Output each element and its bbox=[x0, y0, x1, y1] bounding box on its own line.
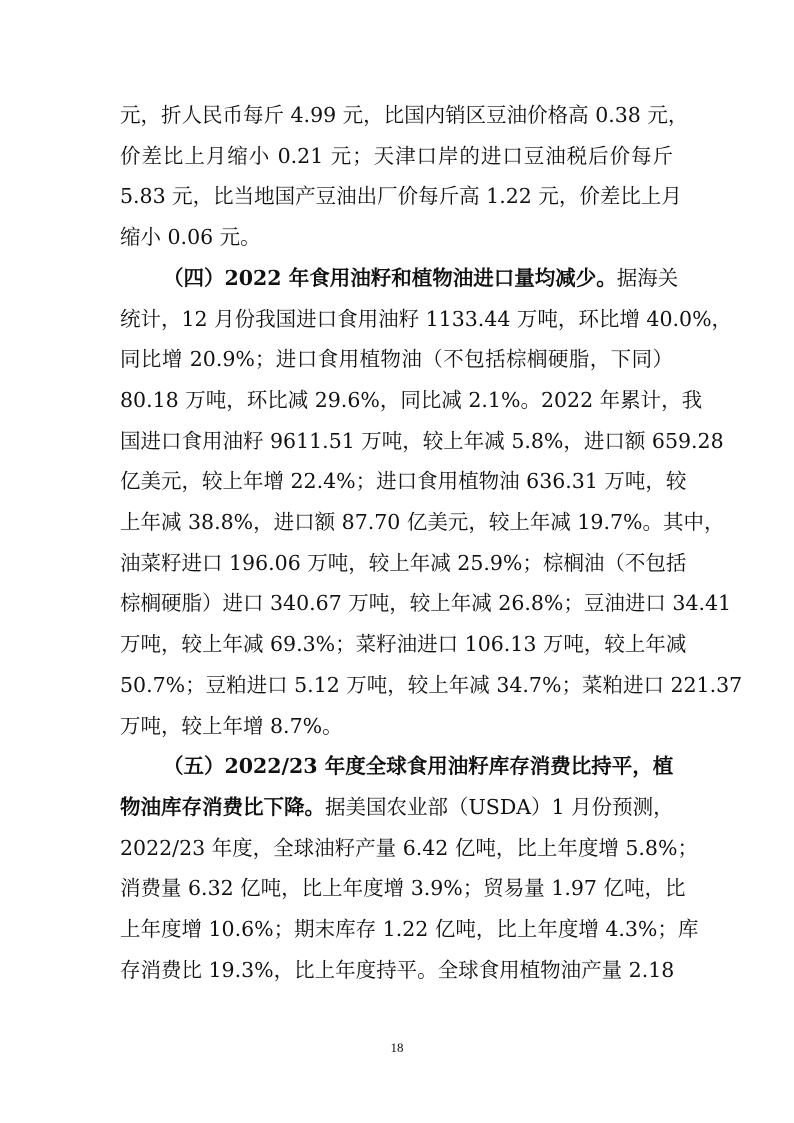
bold-heading-run: 物油库存消费比下降。 bbox=[120, 794, 325, 819]
text-line bbox=[120, 629, 687, 659]
text-run: 5.83 元，比当地国产豆油出厂价每斤高 1.22 元，价差比上月 bbox=[120, 184, 682, 209]
text-run: 油菜籽进口 196.06 万吨，较上年减 25.9%；棕榈油（不包括 bbox=[120, 550, 687, 575]
text-run: 万吨，较上年减 69.3%；菜籽油进口 106.13 万吨，较上年减 bbox=[120, 632, 687, 657]
text-line bbox=[120, 100, 689, 130]
text-run: 上年减 38.8%，进口额 87.70 亿美元，较上年减 19.7%。其中， bbox=[120, 510, 725, 534]
text-line bbox=[120, 426, 724, 456]
text-run: 统计，12 月份我国进口食用油籽 1133.44 万吨，环比增 40.0%， bbox=[120, 306, 733, 331]
text-run: 上年度增 10.6%；期末库存 1.22 亿吨，比上年度增 4.3%；库 bbox=[120, 917, 699, 941]
text-line bbox=[163, 263, 679, 293]
text-run: 据美国农业部（USDA）1 月份预测， bbox=[325, 794, 674, 819]
text-run: 万吨，较上年增 8.7%。 bbox=[120, 713, 343, 738]
text-run: 消费量 6.32 亿吨，比上年度增 3.9%；贸易量 1.97 亿吨，比 bbox=[120, 876, 686, 901]
text-run: 价差比上月缩小 0.21 元；天津口岸的进口豆油税后价每斤 bbox=[120, 143, 673, 168]
text-line bbox=[120, 141, 673, 171]
text-line bbox=[120, 833, 698, 863]
text-line bbox=[120, 548, 687, 578]
text-line bbox=[120, 304, 733, 334]
text-line bbox=[163, 751, 673, 781]
text-line bbox=[120, 507, 725, 537]
text-line bbox=[120, 711, 673, 741]
text-run: 存消费比 19.3%，比上年度持平。全球食用植物油产量 2.18 bbox=[120, 957, 675, 982]
text-line bbox=[120, 222, 673, 252]
text-run: 国进口食用油籽 9611.51 万吨，较上年减 5.8%，进口额 659.28 bbox=[120, 428, 724, 453]
text-run: 80.18 万吨，环比减 29.6%，同比减 2.1%。2022 年累计，我 bbox=[120, 387, 703, 412]
bold-heading-run: （五）2022/23 年度全球食用油籽库存消费比持平，植 bbox=[163, 754, 674, 779]
text-run: 2022/23 年度，全球油籽产量 6.42 亿吨，比上年度增 5.8%； bbox=[120, 835, 698, 860]
text-line bbox=[120, 181, 682, 211]
bold-heading-run: （四）2022 年食用油籽和植物油进口量均减少。 bbox=[163, 265, 617, 290]
text-run: 同比增 20.9%；进口食用植物油（不包括棕榈硬脂，下同） bbox=[120, 347, 673, 372]
text-run: 据海关 bbox=[616, 265, 679, 290]
text-run: 缩小 0.06 元。 bbox=[120, 225, 261, 250]
page-number: 18 bbox=[390, 1040, 404, 1055]
text-line bbox=[120, 588, 732, 618]
text-run: 亿美元，较上年增 22.4%；进口食用植物油 636.31 万吨，较 bbox=[120, 469, 687, 494]
text-run: 元，折人民币每斤 4.99 元，比国内销区豆油价格高 0.38 元， bbox=[120, 103, 689, 127]
text-line bbox=[120, 344, 673, 374]
text-line bbox=[120, 385, 703, 415]
text-run: 50.7%；豆粕进口 5.12 万吨，较上年减 34.7%；菜粕进口 221.37 bbox=[120, 672, 743, 697]
text-line bbox=[120, 466, 687, 496]
text-line bbox=[120, 955, 673, 985]
text-line bbox=[120, 792, 673, 822]
text-line bbox=[120, 670, 743, 700]
text-run: 棕榈硬脂）进口 340.67 万吨，较上年减 26.8%；豆油进口 34.41 bbox=[120, 591, 732, 616]
text-line bbox=[120, 873, 686, 903]
text-line bbox=[120, 914, 699, 944]
